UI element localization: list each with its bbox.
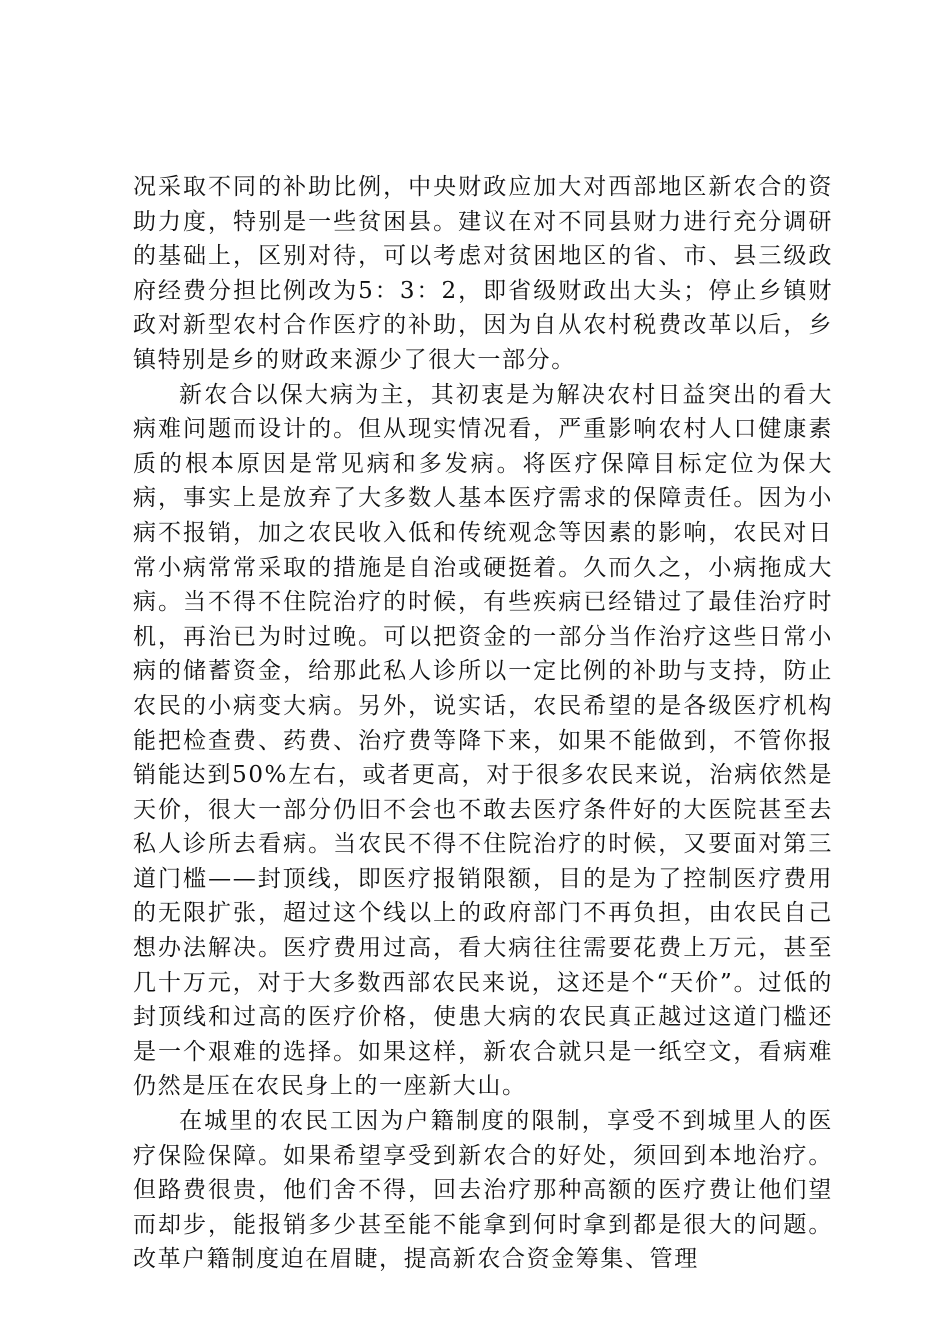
paragraph-1: 况采取不同的补助比例，中央财政应加大对西部地区新农合的资助力度，特别是一些贫困县。建议在对不同县财力进行充分调研的基础上，区别对待，可以考虑对贫困地区的省、市、县三级政府经费分担比例改为5：3：2，即省级财政出大头；停止乡镇财政对新型农村合作医疗的补助，因为自从农村税费改革以后，乡镇特别是乡的财政来源少了很大一部分。 [133,174,833,373]
document-body [133,170,833,1277]
paragraph-2: 新农合以保大病为主，其初衷是为解决农村日益突出的看大病难问题而设计的。但从现实情况看，严重影响农村人口健康素质的根本原因是常见病和多发病。将医疗保障目标定位为保大病，事实上是放弃了大多数人基本医疗需求的保障责任。因为小病不报销，加之农民收入低和传统观念等因素的影响，农民对日常小病常常采取的措施是自治或硬挺着。久而久之，小病拖成大病。当不得不住院治疗的时候，有些疾病已经错过了最佳治疗时机，再治已为时过晚。可以把资金的一部分当作治疗这些日常小病的储蓄资金，给那此私人诊所以一定比例的补助与支持，防止农民的小病变大病。另外，说实话，农民希望的是各级医疗机构能把检查费、药费、治疗费等降下来，如果不能做到，不管你报销能达到50%左右，或者更高，对于很多农民来说，治病依然是天价，很大一部分仍旧不会也不敢去医疗条件好的大医院甚至去私人诊所去看病。当农民不得不住院治疗的时候，又要面对第三道门槛——封顶线，即医疗报销限额，目的是为了控制医疗费用的无限扩张，超过这个线以上的政府部门不再负担，由农民自己想办法解决。医疗费用过高，看大病往往需要花费上万元，甚至几十万元，对于大多数西部农民来说，这还是个“天价”。过低的封顶线和过高的医疗价格，使患大病的农民真正越过这道门槛还是一个艰难的选择。如果这样，新农合就只是一纸空文，看病难仍然是压在农民身上的一座新大山。 [133,381,833,1100]
paragraph-3: 在城里的农民工因为户籍制度的限制，享受不到城里人的医疗保险保障。如果希望享受到新农合的好处，须回到本地治疗。但路费很贵，他们舍不得，回去治疗那种高额的医疗费让他们望而却步，能报销多少甚至能不能拿到何时拿到都是很大的问题。改革户籍制度迫在眉睫，提高新农合资金筹集、管理 [133,1108,833,1273]
